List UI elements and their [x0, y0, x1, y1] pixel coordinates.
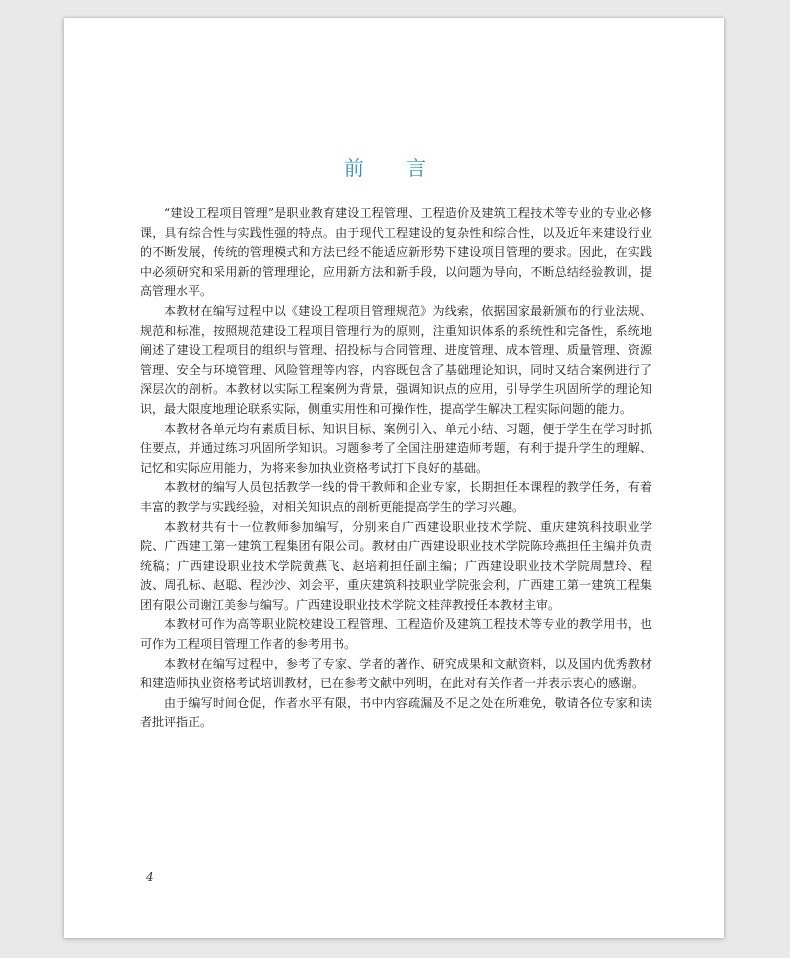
- preface-body: [140, 204, 652, 733]
- paragraph-4: 本教材的编写人员包括教学一线的骨干教师和企业专家，长期担任本课程的教学任务，有着丰富的教学与实践经验，对相关知识点的剖析更能提高学生的学习兴趣。: [140, 480, 652, 514]
- paragraph-6: 本教材可作为高等职业院校建设工程管理、工程造价及建筑工程技术等专业的教学用书，也可作为工程项目管理工作者的参考用书。: [140, 617, 652, 652]
- paragraph-3: 本教材各单元均有素质目标、知识目标、案例引入、单元小结、习题，便于学生在学习时抓住要点，并通过练习巩固所学知识。习题参考了全国注册建造师考题，有利于提升学生的理解、记忆和实际应用能力，为将来参加执业资格考试打下良好的基础。: [140, 421, 652, 475]
- paragraph-1: “建设工程项目管理”是职业教育建设工程管理、工程造价及建筑工程技术等专业的专业必修课，具有综合性与实践性强的特点。由于现代工程建设的复杂性和综合性，以及近年来建设行业的不断发展，传统的管理模式和方法已经不能适应新形势下建设项目管理的要求。因此，在实践中必须研究和采用新的管理理论，应用新方法和新手段，以问题为导向，不断总结经验教训，提高管理水平。: [140, 206, 652, 299]
- page-title: 前 言: [343, 156, 445, 180]
- page-number: 4: [146, 870, 154, 884]
- paragraph-8: 由于编写时间仓促，作者水平有限，书中内容疏漏及不足之处在所难免，敬请各位专家和读者批评指正。: [140, 695, 652, 730]
- paragraph-7: 本教材在编写过程中，参考了专家、学者的著作、研究成果和文献资料，以及国内优秀教材和建造师执业资格考试培训教材，已在参考文献中列明，在此对有关作者一并表示衷心的感谢。: [140, 656, 652, 691]
- paragraph-2: 本教材在编写过程中以《建设工程项目管理规范》为线索，依据国家最新颁布的行业法规、规范和标准，按照规范建设工程项目管理行为的原则，注重知识体系的系统性和完备性，系统地阐述了建设工程项目的组织与管理、招投标与合同管理、进度管理、成本管理、质量管理、资源管理、安全与环境管理、风险管理等内容，内容既包含了基础理论知识，同时又结合案例进行了深层次的剖析。本教材以实际工程案例为背景，强调知识点的应用，引导学生巩固所学的理论知识，最大限度地理论联系实际，侧重实用性和可操作性，提高学生解决工程实际问题的能力。: [140, 303, 652, 416]
- document-page: [64, 18, 724, 938]
- paragraph-5: 本教材共有十一位教师参加编写，分别来自广西建设职业技术学院、重庆建筑科技职业学院、广西建工第一建筑工程集团有限公司。教材由广西建设职业技术学院陈玲燕担任主编并负责统稿；广西建设职业技术学院黄燕飞、赵培莉担任副主编；广西建设职业技术学院周慧玲、程波、周孔标、赵聪、程沙沙、刘会平，重庆建筑科技职业学院张会利，广西建工第一建筑工程集团有限公司谢江美参与编写。广西建设职业技术学院文桂萍教授任本教材主审。: [140, 519, 652, 612]
